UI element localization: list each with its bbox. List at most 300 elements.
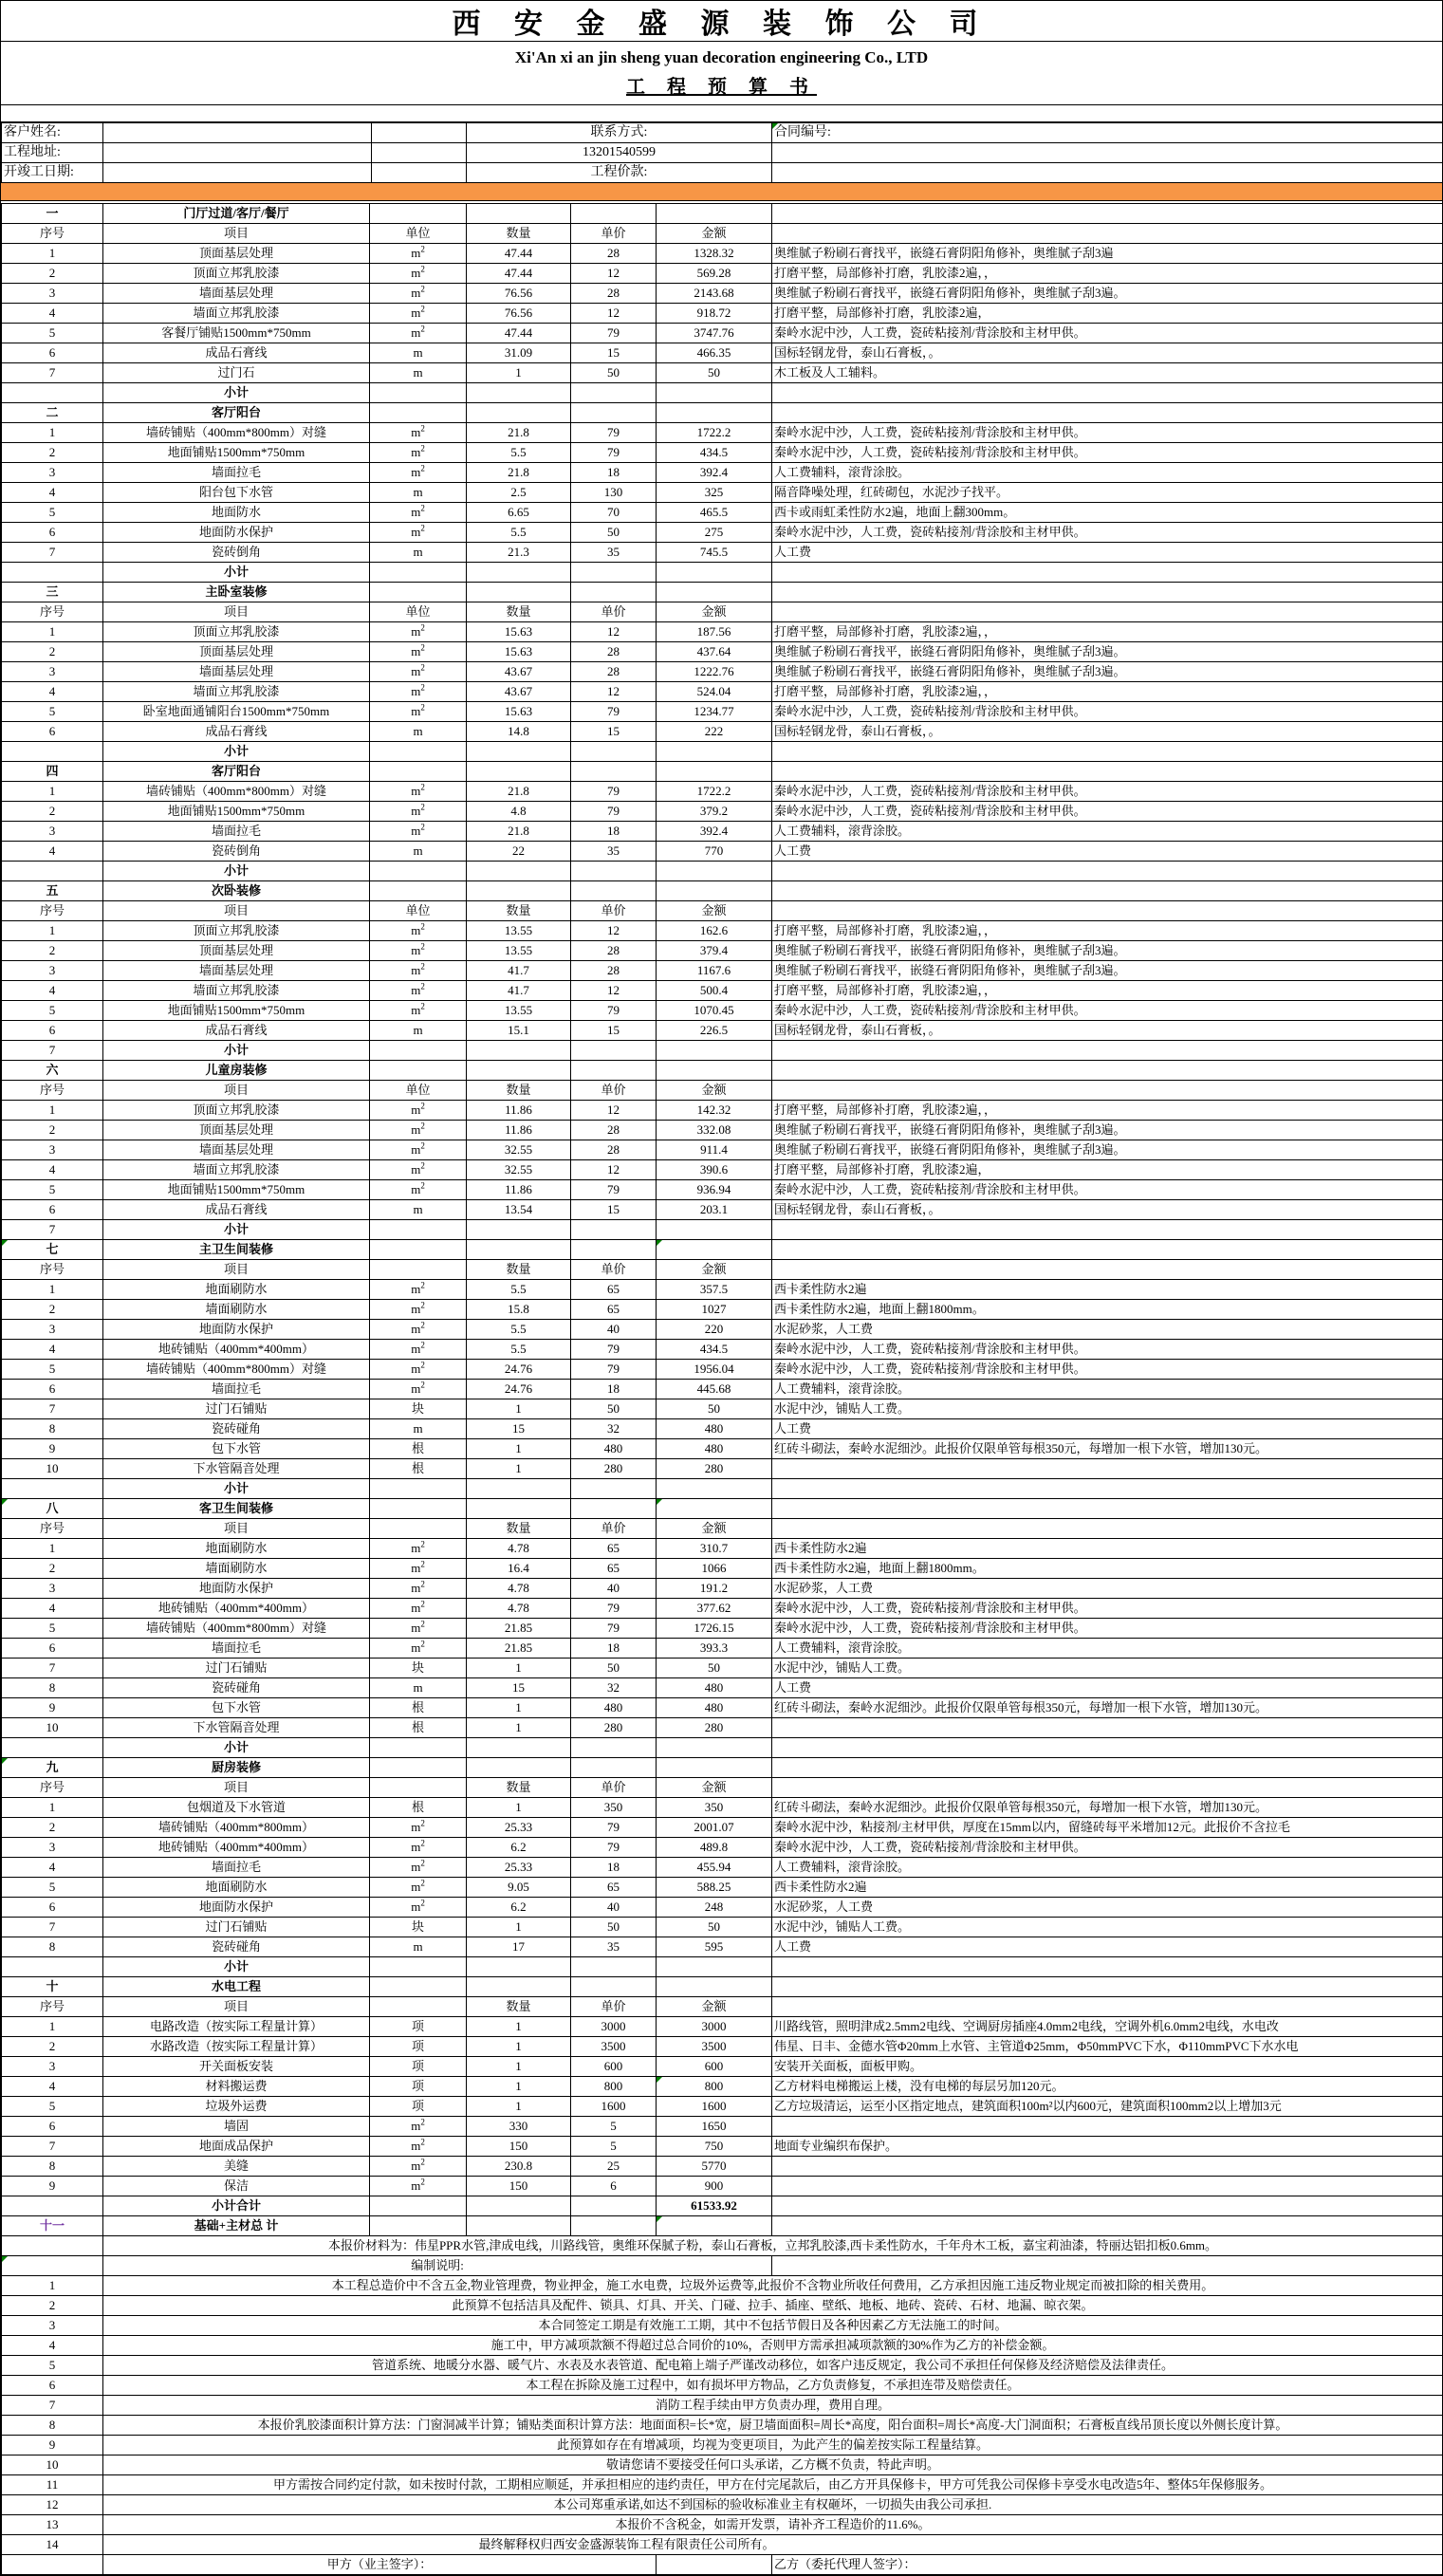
cell — [657, 1240, 772, 1260]
cell — [657, 1499, 772, 1519]
cell: 5770 — [657, 2157, 772, 2177]
cell — [657, 1061, 772, 1081]
cell: 25.33 — [467, 1858, 571, 1878]
cell: 顶面立邦乳胶漆 — [103, 921, 370, 941]
cell: 阳台包下水管 — [103, 483, 370, 503]
column-header: 单价 — [571, 1260, 657, 1280]
sec8-row6 — [2, 1639, 1443, 1659]
cell: 15 — [467, 1678, 571, 1698]
cell — [467, 2216, 571, 2236]
cell: 墙面立邦乳胶漆 — [103, 1160, 370, 1180]
sec6-row2 — [2, 1121, 1443, 1140]
cell: 1 — [2, 921, 103, 941]
cell: 21.8 — [467, 423, 571, 443]
cell: 4 — [2, 1858, 103, 1878]
cell: 50 — [657, 363, 772, 383]
cell — [657, 881, 772, 901]
cell: 4 — [2, 2077, 103, 2097]
cell — [571, 1220, 657, 1240]
sec9-row5 — [2, 1878, 1443, 1898]
column-header: 序号 — [2, 602, 103, 622]
cell — [467, 1499, 571, 1519]
sec7-row10 — [2, 1459, 1443, 1479]
cell: 18 — [571, 1639, 657, 1659]
section-number: 七 — [2, 1240, 103, 1260]
cell: $m^2$ — [370, 1559, 467, 1579]
cell: 918.72 — [657, 304, 772, 324]
subtotal-label: 小计 — [103, 742, 370, 762]
cell: 红砖斗砌法，秦岭水泥细沙。此报价仅限单管每根350元，每增加一根下水管，增加130元。 — [772, 1698, 1443, 1718]
title-block — [1, 42, 1442, 105]
cell — [571, 742, 657, 762]
sec2-header — [2, 403, 1443, 423]
orange-divider-band — [1, 183, 1442, 201]
cell: 地面防水 — [103, 503, 370, 523]
section-title: 次卧装修 — [103, 881, 370, 901]
customer-value — [103, 123, 372, 143]
cell: 包烟道及下水管道 — [103, 1798, 370, 1818]
cell: 1066 — [657, 1559, 772, 1579]
sec4-header — [2, 762, 1443, 782]
cell: 4.78 — [467, 1579, 571, 1599]
cell: 1 — [467, 2057, 571, 2077]
section-title: 主卧室装修 — [103, 583, 370, 602]
cell: 块 — [370, 1659, 467, 1678]
sec10-row5 — [2, 2097, 1443, 2117]
info-row-customer — [2, 123, 1443, 143]
sec1-row6 — [2, 343, 1443, 363]
subtotal-label: 小计合计 — [103, 2196, 370, 2216]
cell: 4 — [2, 842, 103, 862]
column-header: 项目 — [103, 1519, 370, 1539]
cell: 5.5 — [467, 443, 571, 463]
cell: 377.62 — [657, 1599, 772, 1619]
cell: 10 — [2, 1718, 103, 1738]
cell: 1 — [467, 2037, 571, 2057]
cell — [370, 1220, 467, 1240]
cell: 28 — [571, 1121, 657, 1140]
cell: 379.4 — [657, 941, 772, 961]
cell: 393.3 — [657, 1639, 772, 1659]
note-text: 消防工程手续由甲方负责办理，费用自理。 — [103, 2396, 1443, 2416]
cell — [467, 881, 571, 901]
cell: 秦岭水泥中沙，人工费，瓷砖粘接剂/背涂胶和主材甲供。 — [772, 1599, 1443, 1619]
cell: $m^2$ — [370, 244, 467, 264]
cell: 1 — [2, 2017, 103, 2037]
sec1-header — [2, 204, 1443, 224]
cell: 15.8 — [467, 1300, 571, 1320]
cell: 3 — [2, 1140, 103, 1160]
cell: 25.33 — [467, 1818, 571, 1838]
cell — [467, 1758, 571, 1778]
column-header: 单价 — [571, 224, 657, 244]
cell: 美缝 — [103, 2157, 370, 2177]
cell: 顶面基层处理 — [103, 1121, 370, 1140]
cell: 成品石膏线 — [103, 1200, 370, 1220]
cell — [467, 862, 571, 881]
note-text: 最终解释权归西安金盛源装饰工程有限责任公司所有。 — [103, 2535, 1443, 2555]
cell: 15 — [571, 1021, 657, 1041]
cell: $m^2$ — [370, 702, 467, 722]
cell: $m^2$ — [370, 1280, 467, 1300]
cell — [2, 2555, 103, 2575]
cell — [467, 2196, 571, 2216]
cell — [772, 742, 1443, 762]
cell: 65 — [571, 1878, 657, 1898]
cell — [571, 1041, 657, 1061]
sec11-header — [2, 2216, 1443, 2236]
budget-table — [1, 203, 1443, 2575]
cell: $m^2$ — [370, 2117, 467, 2137]
cell: $m^2$ — [370, 324, 467, 343]
cell — [370, 563, 467, 583]
subtotal-number: 7 — [2, 1041, 103, 1061]
cell: 秦岭水泥中沙，人工费，瓷砖粘接剂/背涂胶和主材甲供。 — [772, 1838, 1443, 1858]
sec5-row5 — [2, 1001, 1443, 1021]
cell: 3500 — [571, 2037, 657, 2057]
cell: 79 — [571, 1180, 657, 1200]
cell: 1 — [467, 1459, 571, 1479]
cell: 4 — [2, 304, 103, 324]
sec10-row3 — [2, 2057, 1443, 2077]
cell: 顶面基层处理 — [103, 642, 370, 662]
cell: 11.86 — [467, 1101, 571, 1121]
cell: 墙面立邦乳胶漆 — [103, 304, 370, 324]
cell — [772, 2177, 1443, 2196]
cell: 489.8 — [657, 1838, 772, 1858]
cell: 根 — [370, 1718, 467, 1738]
column-header: 单价 — [571, 1081, 657, 1101]
note-text: 本报价不含税金，如需开发票，请补齐工程造价的11.6%。 — [103, 2515, 1443, 2535]
doc-title: 工 程 预 算 书 — [626, 77, 817, 98]
column-header: 金额 — [657, 1778, 772, 1798]
cell — [772, 1957, 1443, 1977]
sec9-row7 — [2, 1918, 1443, 1937]
sec8-header — [2, 1499, 1443, 1519]
column-header: 数量 — [467, 224, 571, 244]
sec8-row7 — [2, 1659, 1443, 1678]
subtotal-label: 小计 — [103, 1041, 370, 1061]
cell: 奥维腻子粉刷石膏找平，嵌缝石膏阴阳角修补，奥维腻子刮3遍。 — [772, 284, 1443, 304]
cell: 15.63 — [467, 642, 571, 662]
cell: 15.63 — [467, 622, 571, 642]
cell: 地面刷防水 — [103, 1878, 370, 1898]
cell: 1722.2 — [657, 423, 772, 443]
cell: 墙砖铺贴（400mm*800mm） — [103, 1818, 370, 1838]
column-header — [772, 1081, 1443, 1101]
cell: 325 — [657, 483, 772, 503]
cell: 西卡柔性防水2遍，地面上翻1800mm。 — [772, 1300, 1443, 1320]
subtotal-amount — [657, 742, 772, 762]
cell: 1 — [2, 244, 103, 264]
cell: 6 — [2, 343, 103, 363]
cell — [571, 204, 657, 224]
sec5-subtotal — [2, 1041, 1443, 1061]
subtotal-amount — [657, 1041, 772, 1061]
cell: 12 — [571, 981, 657, 1001]
cell: 12 — [571, 1101, 657, 1121]
cell: 人工费辅料，滚背涂胶。 — [772, 822, 1443, 842]
cell: 1222.76 — [657, 662, 772, 682]
cell: 顶面基层处理 — [103, 244, 370, 264]
cell: 下水管隔音处理 — [103, 1718, 370, 1738]
cell: 191.2 — [657, 1579, 772, 1599]
cell: 水泥中沙，铺贴人工费。 — [772, 1918, 1443, 1937]
cell: 1 — [467, 2097, 571, 2117]
subtotal-number: 7 — [2, 1220, 103, 1240]
cell: 顶面立邦乳胶漆 — [103, 264, 370, 284]
cell — [772, 1738, 1443, 1758]
subtotal-number — [2, 742, 103, 762]
cell: 911.4 — [657, 1140, 772, 1160]
subtotal-number — [2, 383, 103, 403]
cell: 电路改造（按实际工程量计算） — [103, 2017, 370, 2037]
cell: $m^2$ — [370, 1300, 467, 1320]
sec8-row3 — [2, 1579, 1443, 1599]
cell: 28 — [571, 662, 657, 682]
cell: 18 — [571, 1858, 657, 1878]
cell: 6 — [2, 1639, 103, 1659]
column-header — [370, 1519, 467, 1539]
cell: $m^2$ — [370, 822, 467, 842]
sec2-row6 — [2, 523, 1443, 543]
note-text: 本工程总造价中不含五金,物业管理费，物业押金，施工水电费，垃圾外运费等,此报价不含物业所收任何费用，乙方承担因施工违反物业规定而被扣除的相关费用。 — [103, 2276, 1443, 2296]
cell — [772, 2216, 1443, 2236]
cell: 15.63 — [467, 702, 571, 722]
cell: 4 — [2, 981, 103, 1001]
sec10-row8 — [2, 2157, 1443, 2177]
cell: 5.5 — [467, 523, 571, 543]
cell: 4.78 — [467, 1599, 571, 1619]
cell: 3000 — [657, 2017, 772, 2037]
cell: 乙方材料电梯搬运上楼，没有电梯的每层另加120元。 — [772, 2077, 1443, 2097]
cell — [370, 403, 467, 423]
cell: 下水管隔音处理 — [103, 1459, 370, 1479]
cell: 秦岭水泥中沙，人工费，瓷砖粘接剂/背涂胶和主材甲供。 — [772, 1360, 1443, 1380]
cell: 墙砖铺贴（400mm*800mm）对缝 — [103, 1619, 370, 1639]
sec2-row1 — [2, 423, 1443, 443]
cell: 569.28 — [657, 264, 772, 284]
cell: 79 — [571, 1818, 657, 1838]
cell: 3 — [2, 1320, 103, 1340]
cell — [370, 762, 467, 782]
cell: 41.7 — [467, 961, 571, 981]
sec1-row3 — [2, 284, 1443, 304]
cell — [370, 2216, 467, 2236]
cell: 4.8 — [467, 802, 571, 822]
column-header — [772, 1519, 1443, 1539]
cell: 1 — [467, 1918, 571, 1937]
cell — [370, 1479, 467, 1499]
cell: 3 — [2, 822, 103, 842]
cell: 480 — [657, 1439, 772, 1459]
cell: 地面刷防水 — [103, 1539, 370, 1559]
cell: 5 — [2, 1180, 103, 1200]
cell: 392.4 — [657, 463, 772, 483]
cell: $m^2$ — [370, 1858, 467, 1878]
cell: 79 — [571, 1340, 657, 1360]
materials-line: 本报价材料为：伟星PPR水管,津成电线，川路线管，奥维环保腻子粉，泰山石膏板，立邦乳胶漆,西卡柔性防水，千年舟木工板，嘉宝莉油漆，特丽达铝扣板0.6mm。 — [103, 2236, 1443, 2256]
contact-label: 联系方式: — [467, 123, 772, 143]
date-value — [103, 163, 372, 183]
cell — [657, 2216, 772, 2236]
cell: 2 — [2, 1818, 103, 1838]
cell: 秦岭水泥中沙，人工费，瓷砖粘接剂/背涂胶和主材甲供。 — [772, 782, 1443, 802]
cell: 2 — [2, 1559, 103, 1579]
cell — [772, 1499, 1443, 1519]
cell: 打磨平整，局部修补打磨，乳胶漆2遍，， — [772, 981, 1443, 1001]
cell — [772, 1220, 1443, 1240]
cell: $m^2$ — [370, 503, 467, 523]
cell: 390.6 — [657, 1160, 772, 1180]
cell — [571, 881, 657, 901]
cell: 2 — [2, 642, 103, 662]
cell: 900 — [657, 2177, 772, 2196]
column-header: 序号 — [2, 1260, 103, 1280]
cell — [370, 1240, 467, 1260]
note-text: 此预算不包括洁具及配件、锁具、灯具、开关、门碰、拉手、插座、壁纸、地板、地砖、瓷砖、石材、地漏、晾衣架。 — [103, 2296, 1443, 2316]
cell — [571, 1977, 657, 1997]
cell: 地面铺贴1500mm*750mm — [103, 1001, 370, 1021]
cell: 24.76 — [467, 1380, 571, 1399]
cell: 1 — [467, 363, 571, 383]
cell: 1 — [467, 1698, 571, 1718]
cell: m — [370, 363, 467, 383]
cell: 455.94 — [657, 1858, 772, 1878]
column-header: 序号 — [2, 1519, 103, 1539]
cell: 150 — [467, 2177, 571, 2196]
subtotal-number — [2, 1957, 103, 1977]
column-header: 单价 — [571, 1778, 657, 1798]
cell: 垃圾外运费 — [103, 2097, 370, 2117]
client-info-table — [1, 122, 1443, 183]
cell — [571, 583, 657, 602]
cell: 79 — [571, 1001, 657, 1021]
cell — [467, 1479, 571, 1499]
note-row-6 — [2, 2376, 1443, 2396]
cell: 1070.45 — [657, 1001, 772, 1021]
note-number: 10 — [2, 2456, 103, 2475]
cell: 5 — [2, 503, 103, 523]
sec3-subtotal — [2, 742, 1443, 762]
cell: 秦岭水泥中沙，人工费，瓷砖粘接剂/背涂胶和主材甲供。 — [772, 1180, 1443, 1200]
cell: 水路改造（按实际工程量计算） — [103, 2037, 370, 2057]
cell: 西卡柔性防水2遍 — [772, 1539, 1443, 1559]
cell: 人工费辅料，滚背涂胶。 — [772, 1858, 1443, 1878]
section-title: 水电工程 — [103, 1977, 370, 1997]
empty-cell — [372, 123, 467, 143]
sec2-subtotal — [2, 563, 1443, 583]
cell: 18 — [571, 822, 657, 842]
subtotal-amount — [657, 1738, 772, 1758]
column-header: 数量 — [467, 1081, 571, 1101]
cell: 1027 — [657, 1300, 772, 1320]
cell: 50 — [571, 1918, 657, 1937]
note-text: 本工程在拆除及施工过程中，如有损坏甲方物品，乙方负责修复，不承担连带及赔偿责任。 — [103, 2376, 1443, 2396]
cell: 9 — [2, 1439, 103, 1459]
cell: 墙面拉毛 — [103, 1858, 370, 1878]
sec6-header — [2, 1061, 1443, 1081]
cell: $m^2$ — [370, 682, 467, 702]
cell: 50 — [571, 363, 657, 383]
cell: 秦岭水泥中沙，人工费，瓷砖粘接剂/背涂胶和主材甲供。 — [772, 1001, 1443, 1021]
cell: $m^2$ — [370, 2177, 467, 2196]
cell — [467, 1061, 571, 1081]
cell: 地面防水保护 — [103, 1579, 370, 1599]
sec5-row4 — [2, 981, 1443, 1001]
sec3-row5 — [2, 702, 1443, 722]
cell: 秦岭水泥中沙，人工费，瓷砖粘接剂/背涂胶和主材甲供。 — [772, 702, 1443, 722]
cell — [571, 383, 657, 403]
cell: 木工板及人工辅料。 — [772, 363, 1443, 383]
cell: 162.6 — [657, 921, 772, 941]
cell: 65 — [571, 1280, 657, 1300]
sec3-row1 — [2, 622, 1443, 642]
cell: 根 — [370, 1798, 467, 1818]
cell — [467, 563, 571, 583]
cell — [772, 1061, 1443, 1081]
subtotal-number — [2, 1479, 103, 1499]
cell: 5 — [571, 2137, 657, 2157]
cell: 项 — [370, 2097, 467, 2117]
cell: 50 — [571, 1659, 657, 1678]
cell — [772, 2117, 1443, 2137]
cell: 280 — [571, 1459, 657, 1479]
note-text: 施工中，甲方减项款额不得超过总合同价的10%，否则甲方需承担减项款额的30%作为乙方的补偿金额。 — [103, 2336, 1443, 2356]
cell — [370, 1499, 467, 1519]
sec9-column-header — [2, 1778, 1443, 1798]
cell: 1722.2 — [657, 782, 772, 802]
cell: 770 — [657, 842, 772, 862]
cell — [657, 2555, 772, 2575]
cell: 28 — [571, 642, 657, 662]
cell — [467, 762, 571, 782]
materials-row — [2, 2236, 1443, 2256]
note-number: 4 — [2, 2336, 103, 2356]
column-header: 单价 — [571, 602, 657, 622]
section-number: 八 — [2, 1499, 103, 1519]
cell: $m^2$ — [370, 642, 467, 662]
note-row-2 — [2, 2296, 1443, 2316]
cell: 32 — [571, 1678, 657, 1698]
cell: 5.5 — [467, 1320, 571, 1340]
cell — [772, 563, 1443, 583]
cell: 392.4 — [657, 822, 772, 842]
cell — [571, 2196, 657, 2216]
sec10-row1 — [2, 2017, 1443, 2037]
cell — [571, 1957, 657, 1977]
cell: 18 — [571, 463, 657, 483]
cell: 6 — [2, 2117, 103, 2137]
sec2-row2 — [2, 443, 1443, 463]
column-header: 单位 — [370, 602, 467, 622]
cell: $m^2$ — [370, 1639, 467, 1659]
column-header: 序号 — [2, 901, 103, 921]
cell: 222 — [657, 722, 772, 742]
note-row-12 — [2, 2495, 1443, 2515]
sec3-row2 — [2, 642, 1443, 662]
cell: 3 — [2, 284, 103, 304]
cell: m — [370, 842, 467, 862]
cell: $m^2$ — [370, 1140, 467, 1160]
cell — [772, 1041, 1443, 1061]
cell: 隔音降噪处理，红砖砌包，水泥沙子找平。 — [772, 483, 1443, 503]
cell: 乙方垃圾清运，运至小区指定地点，建筑面积100m²以内600元，建筑面积100mm2以上增加3元 — [772, 2097, 1443, 2117]
cell — [467, 583, 571, 602]
cell: 开关面板安装 — [103, 2057, 370, 2077]
cell: 47.44 — [467, 244, 571, 264]
note-number: 14 — [2, 2535, 103, 2555]
